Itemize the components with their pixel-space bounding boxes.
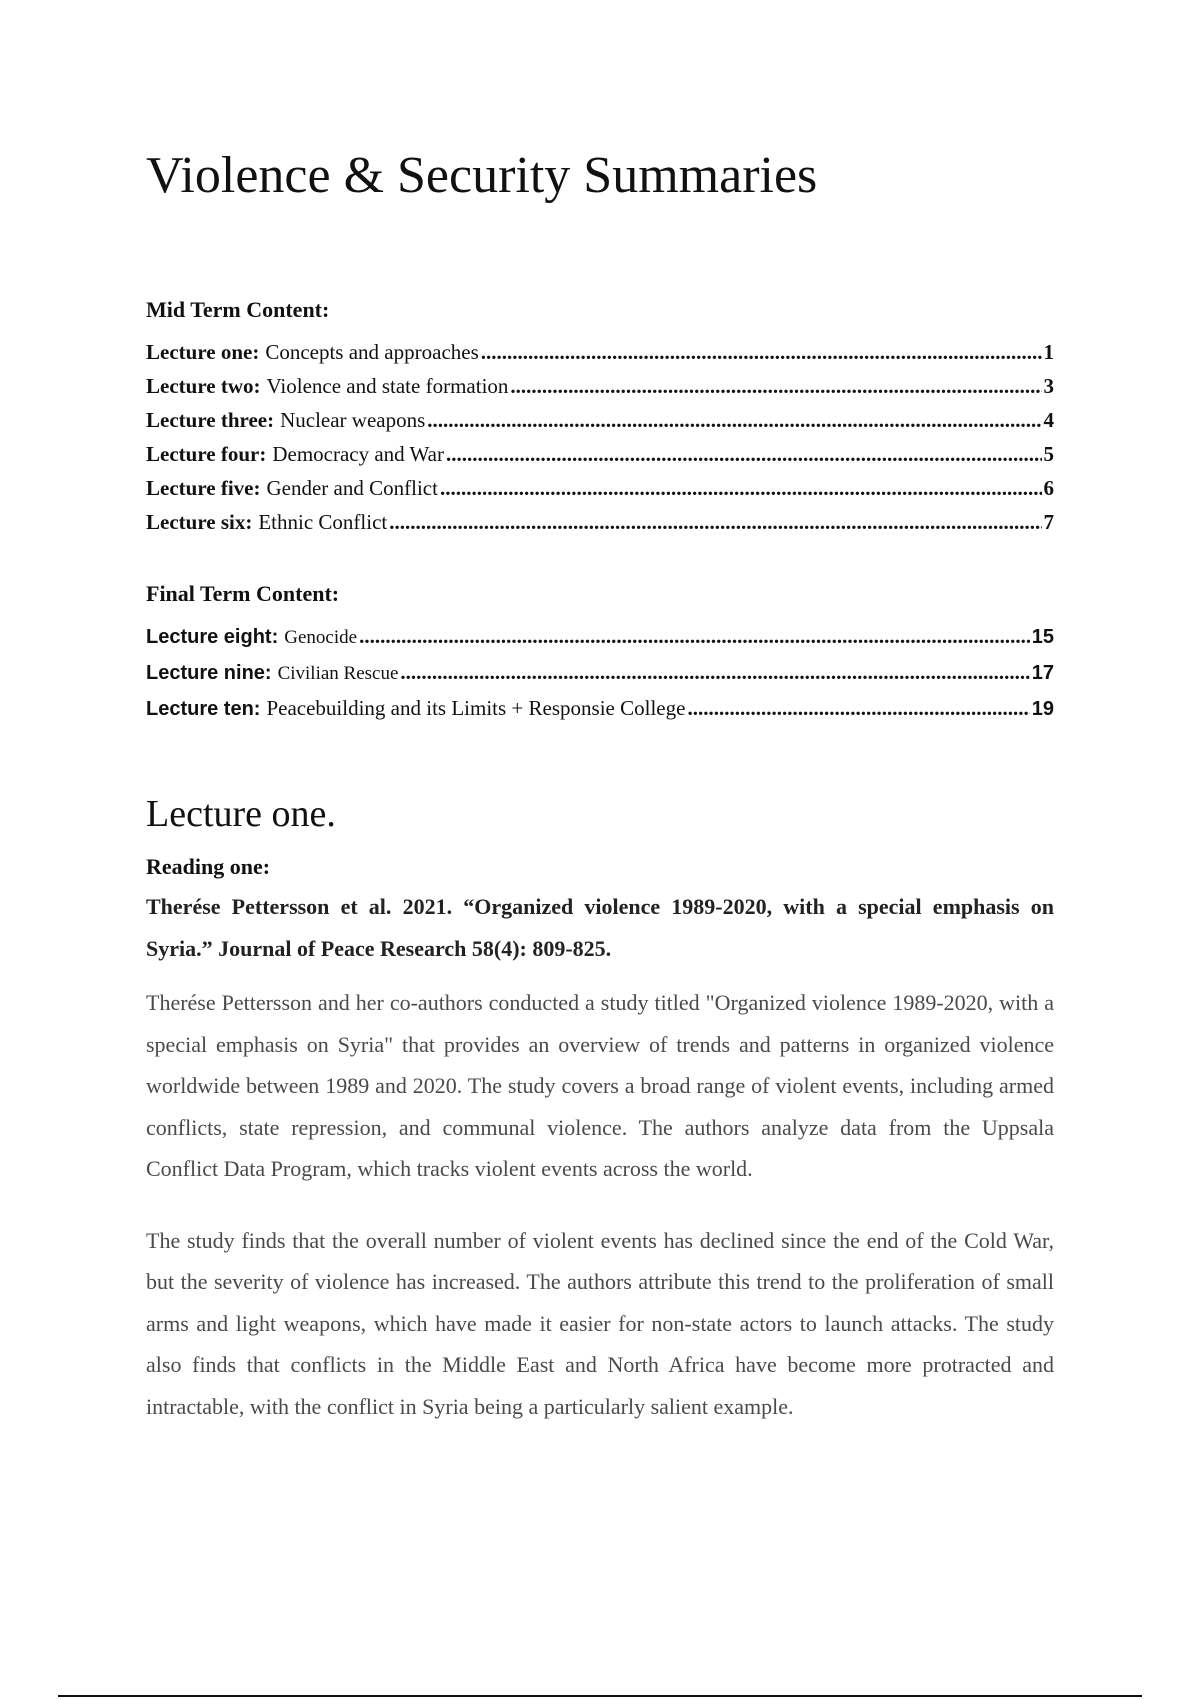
document-title: Violence & Security Summaries [146, 147, 818, 204]
final-term-toc [146, 619, 1054, 726]
dot-leader [446, 437, 1042, 471]
toc-entry-label: Lecture one: [146, 340, 260, 364]
toc-entry-label: Lecture five: [146, 476, 261, 500]
document-content [146, 140, 1054, 1427]
toc-entry-topic: Concepts and approaches [265, 340, 479, 364]
dot-leader [687, 691, 1029, 725]
toc-entry-page: 7 [1043, 510, 1054, 534]
dot-leader [400, 655, 1029, 689]
mid-term-heading: Mid Term Content: [146, 297, 330, 322]
toc-entry-page: 19 [1031, 698, 1054, 720]
toc-entry-page: 3 [1043, 374, 1054, 398]
toc-entry-label: Lecture three: [146, 408, 275, 432]
toc-entry-page: 1 [1043, 340, 1054, 364]
toc-entry[interactable] [146, 619, 1054, 655]
final-term-heading: Final Term Content: [146, 581, 340, 606]
dot-leader [481, 335, 1042, 369]
reading-citation: Therése Pettersson et al. 2021. “Organized violence 1989-2020, with a special emphasis on Syria.” Journal of Peace Research 58(4): 809-825. [146, 894, 1054, 961]
toc-entry-topic: Violence and state formation [266, 374, 509, 398]
toc-entry[interactable] [146, 369, 1054, 403]
toc-entry-page: 15 [1031, 626, 1054, 648]
dot-leader [427, 403, 1041, 437]
toc-entry[interactable] [146, 403, 1054, 437]
toc-entry-topic: Nuclear weapons [280, 408, 426, 432]
mid-term-toc [146, 335, 1054, 539]
toc-entry-topic: Peacebuilding and its Limits + Responsie College [266, 696, 686, 720]
toc-entry[interactable] [146, 335, 1054, 369]
page-bottom-rule [58, 1695, 1142, 1697]
toc-entry-topic: Ethnic Conflict [258, 510, 388, 534]
toc-entry-label: Lecture nine: [146, 662, 272, 684]
reading-heading: Reading one: [146, 854, 271, 879]
toc-entry-topic: Gender and Conflict [266, 476, 438, 500]
toc-entry-page: 4 [1043, 408, 1054, 432]
body-paragraph: The study finds that the overall number of violent events has declined since the end of the Cold War, but the severity of violence has increased. The authors attribute this trend to the proliferation of small arms and light weapons, which have made it easier for non-state actors to launch attacks. The study also finds that conflicts in the Middle East and North Africa have become more protracted and intractable, with the conflict in Syria being a particularly salient example. [146, 1227, 1054, 1419]
toc-entry-label: Lecture two: [146, 374, 261, 398]
dot-leader [510, 369, 1041, 403]
toc-entry-label: Lecture four: [146, 442, 267, 466]
toc-entry[interactable] [146, 655, 1054, 691]
dot-leader [389, 505, 1041, 539]
toc-entry-page: 6 [1043, 476, 1054, 500]
toc-entry[interactable] [146, 691, 1054, 726]
body-paragraph: Therése Pettersson and her co-authors conducted a study titled "Organized violence 1989-2020, with a special emphasis on Syria" that provides an overview of trends and patterns in organized violence worldwide between 1989 and 2020. The study covers a broad range of violent events, including armed conflicts, state repression, and communal violence. The authors analyze data from the Uppsala Conflict Data Program, which tracks violent events across the world. [146, 990, 1054, 1181]
toc-entry-label: Lecture six: [146, 510, 253, 534]
toc-entry-label: Lecture ten: [146, 698, 261, 720]
toc-entry-topic: Democracy and War [272, 442, 444, 466]
toc-entry[interactable] [146, 471, 1054, 505]
toc-entry-page: 17 [1031, 662, 1054, 684]
toc-entry[interactable] [146, 505, 1054, 539]
toc-entry-page: 5 [1043, 442, 1054, 466]
toc-entry-label: Lecture eight: [146, 626, 279, 648]
dot-leader [359, 619, 1030, 653]
dot-leader [440, 471, 1042, 505]
toc-entry-topic: Civilian Rescue [277, 663, 399, 684]
toc-entry-topic: Genocide [284, 627, 358, 648]
toc-entry[interactable] [146, 437, 1054, 471]
lecture-one-title: Lecture one. [146, 793, 336, 835]
